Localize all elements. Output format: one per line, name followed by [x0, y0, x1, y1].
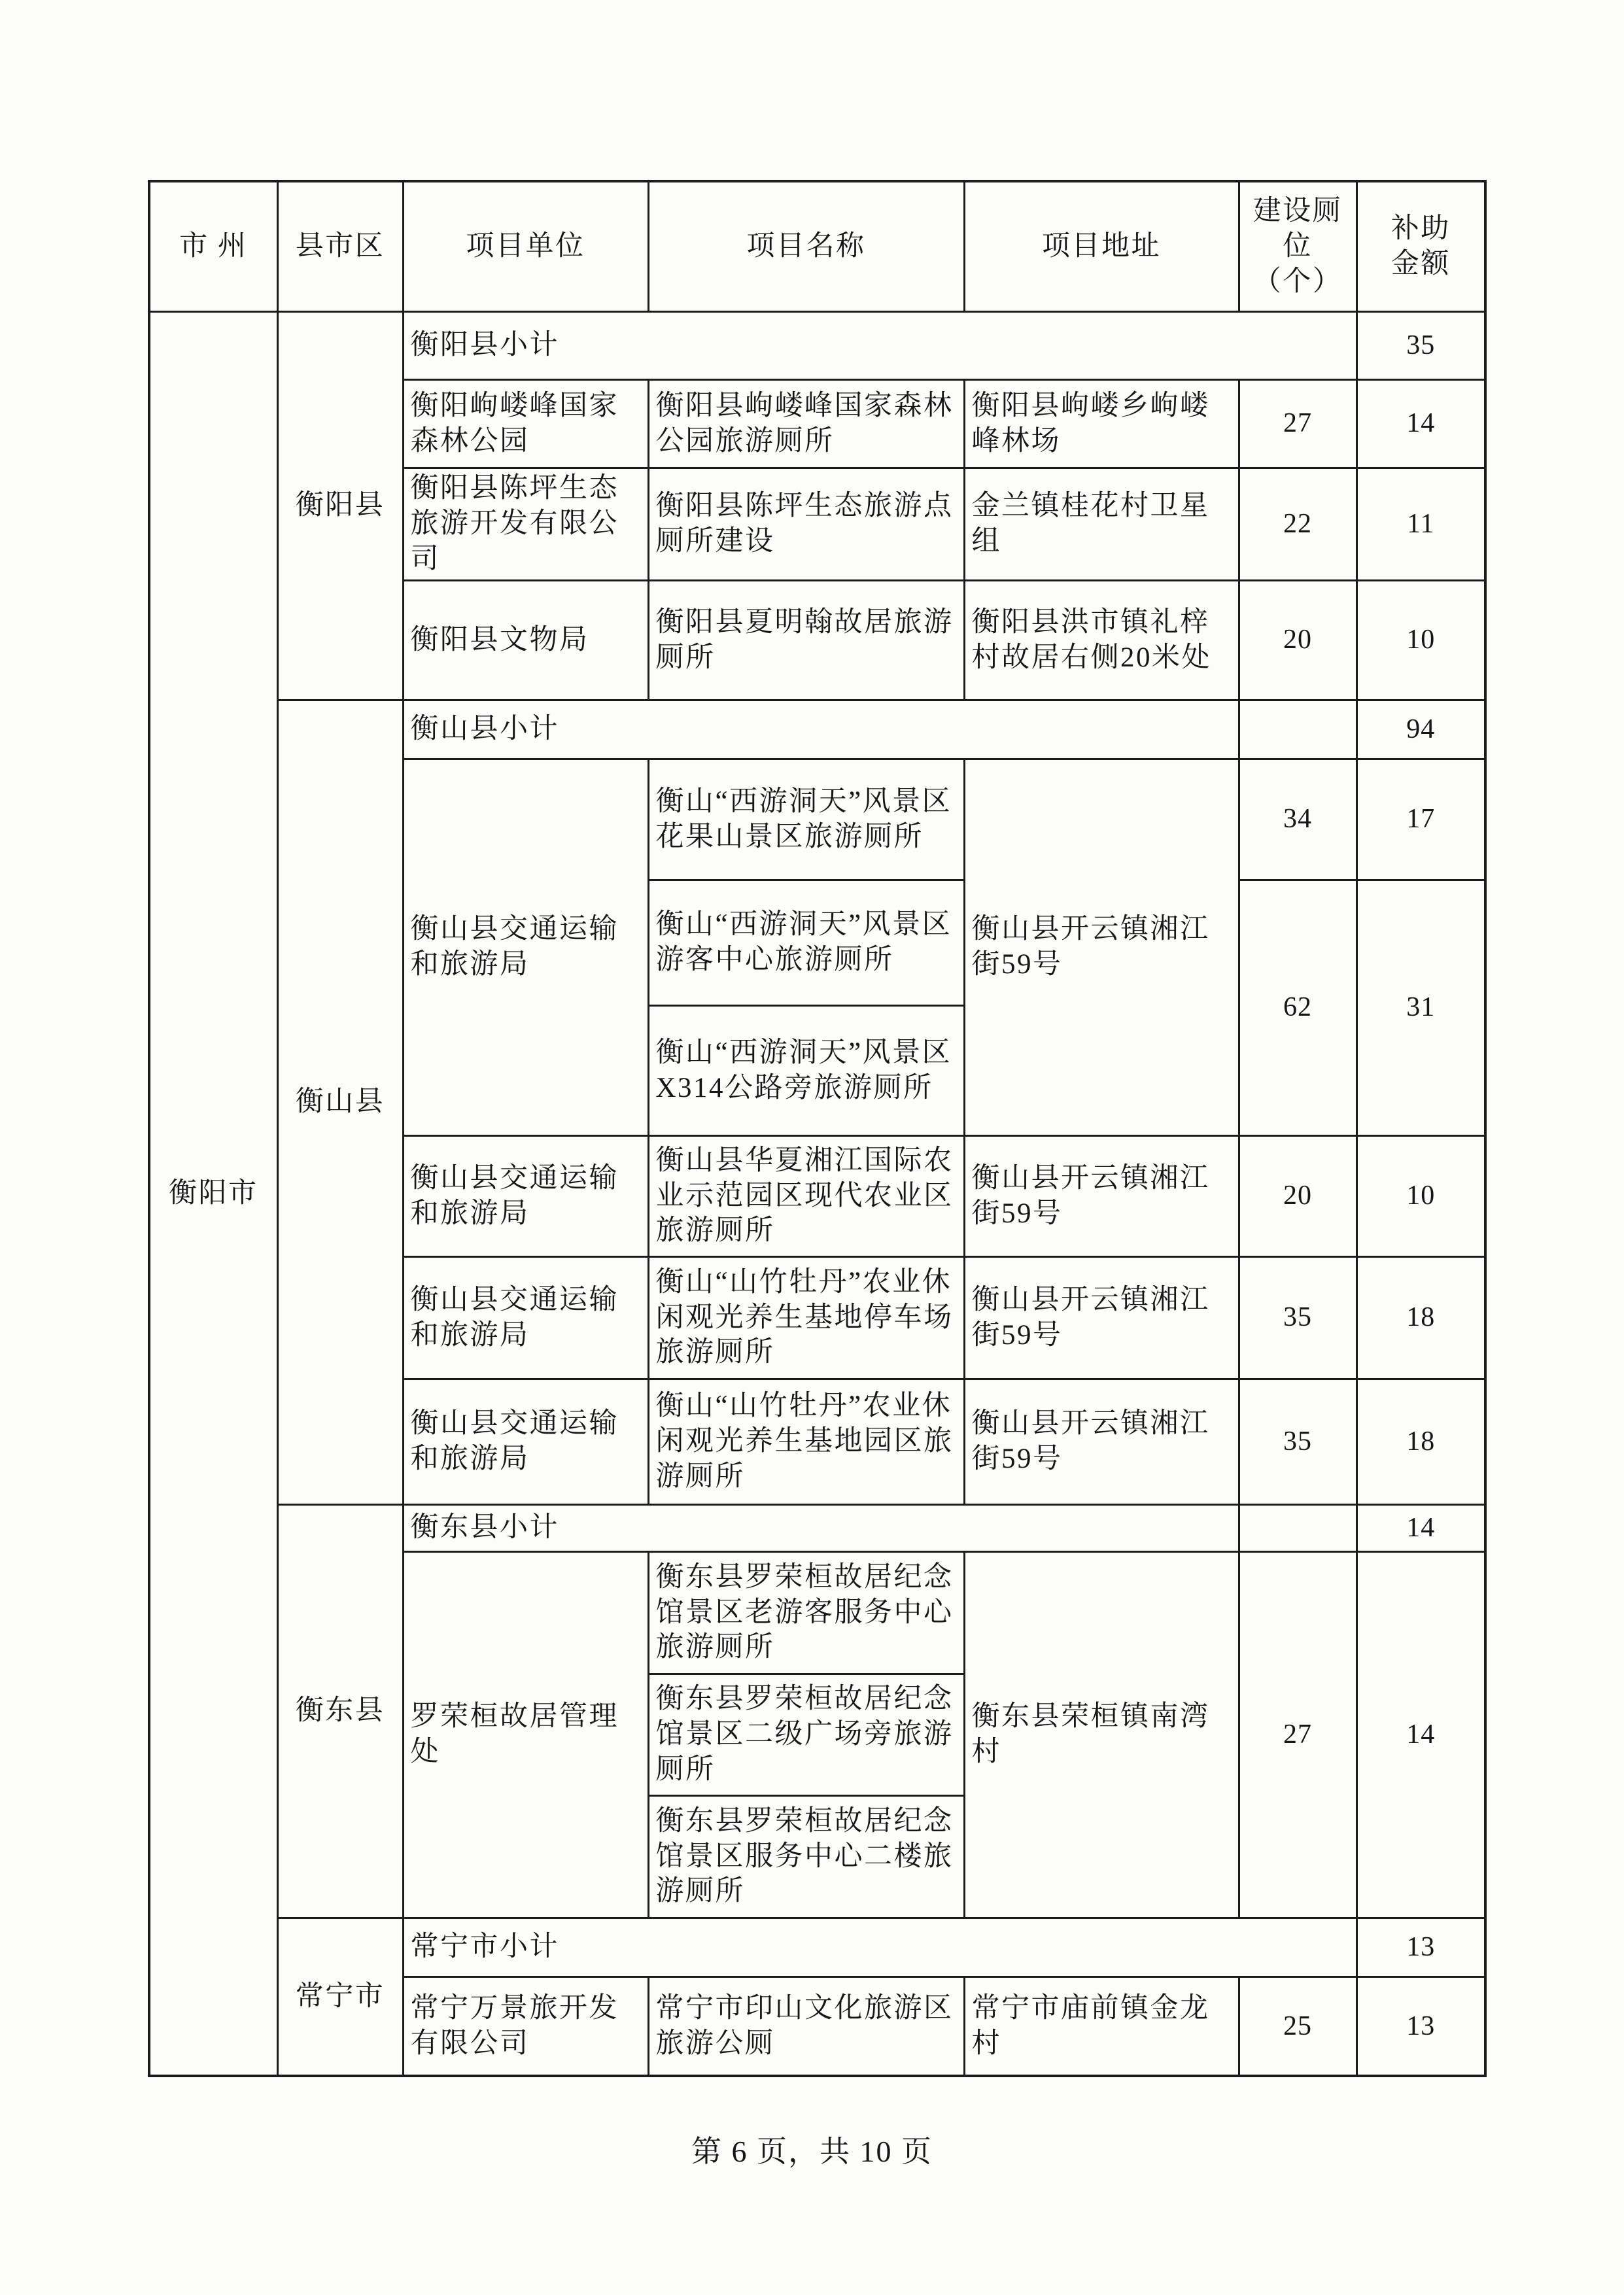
cell-project-name: 衡山县华夏湘江国际农业示范园区现代农业区旅游厕所 — [648, 1135, 964, 1256]
cell-address: 衡山县开云镇湘江街59号 — [964, 1256, 1239, 1379]
header-city: 市 州 — [149, 181, 277, 311]
cell-toilets: 22 — [1239, 468, 1356, 580]
cell-toilets: 35 — [1239, 1379, 1356, 1504]
cell-address: 衡山县开云镇湘江街59号 — [964, 759, 1239, 1135]
cell-subsidy: 13 — [1356, 1976, 1485, 2076]
subtotal-amount: 14 — [1356, 1504, 1485, 1551]
cell-subsidy: 18 — [1356, 1379, 1485, 1504]
cell-project-name: 衡阳县岣嵝峰国家森林公园旅游厕所 — [648, 379, 964, 468]
cell-subsidy: 11 — [1356, 468, 1485, 580]
subtotal-amount: 94 — [1356, 700, 1485, 759]
county-cell: 衡阳县 — [277, 311, 403, 700]
cell-project-name: 衡山“西游洞天”风景区游客中心旅游厕所 — [648, 880, 964, 1005]
cell-toilets: 20 — [1239, 580, 1356, 700]
cell-toilets: 62 — [1239, 880, 1356, 1135]
subtotal-row — [149, 311, 1485, 379]
header-subsidy-label: 补助金额 — [1391, 213, 1451, 279]
cell-address: 衡阳县洪市镇礼梓村故居右侧20米处 — [964, 580, 1239, 700]
cell-subsidy: 14 — [1356, 379, 1485, 468]
cell-address: 常宁市庙前镇金龙村 — [964, 1976, 1239, 2076]
cell-project-name: 衡山“山竹牡丹”农业休闲观光养生基地园区旅游厕所 — [648, 1379, 964, 1504]
toilet-project-table — [148, 180, 1487, 2077]
header-county: 县市区 — [277, 181, 403, 311]
cell-project-name: 常宁市印山文化旅游区旅游公厕 — [648, 1976, 964, 2076]
cell-address: 衡山县开云镇湘江街59号 — [964, 1379, 1239, 1504]
cell-unit: 衡山县交通运输和旅游局 — [403, 1135, 648, 1256]
cell-toilets: 27 — [1239, 379, 1356, 468]
cell-project-name: 衡东县罗荣桓故居纪念馆景区老游客服务中心旅游厕所 — [648, 1551, 964, 1674]
city-cell: 衡阳市 — [149, 311, 277, 2076]
county-cell: 衡东县 — [277, 1504, 403, 1918]
cell-project-name: 衡东县罗荣桓故居纪念馆景区服务中心二楼旅游厕所 — [648, 1795, 964, 1918]
cell-toilets: 35 — [1239, 1256, 1356, 1379]
cell-address: 衡东县荣桓镇南湾村 — [964, 1551, 1239, 1918]
cell-subsidy: 14 — [1356, 1551, 1485, 1918]
cell-toilets: 27 — [1239, 1551, 1356, 1918]
cell-unit: 衡山县交通运输和旅游局 — [403, 759, 648, 1135]
cell-toilets: 25 — [1239, 1976, 1356, 2076]
header-unit: 项目单位 — [403, 181, 648, 311]
cell-address: 衡山县开云镇湘江街59号 — [964, 1135, 1239, 1256]
subtotal-amount: 35 — [1356, 311, 1485, 379]
cell-unit: 罗荣桓故居管理处 — [403, 1551, 648, 1918]
document-sheet — [148, 180, 1484, 2077]
cell-unit: 常宁万景旅开发有限公司 — [403, 1976, 648, 2076]
subtotal-label: 衡阳县小计 — [403, 311, 1356, 379]
cell-project-name: 衡阳县夏明翰故居旅游厕所 — [648, 580, 964, 700]
cell-unit: 衡阳县文物局 — [403, 580, 648, 700]
subtotal-label: 衡东县小计 — [403, 1504, 1239, 1551]
cell-toilets: 34 — [1239, 759, 1356, 880]
cell-project-name: 衡山“西游洞天”风景区花果山景区旅游厕所 — [648, 759, 964, 880]
county-cell: 常宁市 — [277, 1918, 403, 2076]
cell-subsidy: 10 — [1356, 1135, 1485, 1256]
cell-subsidy: 17 — [1356, 759, 1485, 880]
cell-project-name: 衡山“山竹牡丹”农业休闲观光养生基地停车场旅游厕所 — [648, 1256, 964, 1379]
cell-subsidy: 10 — [1356, 580, 1485, 700]
header-toilets — [1239, 181, 1356, 311]
cell-project-name: 衡山“西游洞天”风景区 X314公路旁旅游厕所 — [648, 1005, 964, 1135]
subtotal-label: 衡山县小计 — [403, 700, 1239, 759]
header-project-name: 项目名称 — [648, 181, 964, 311]
header-address: 项目地址 — [964, 181, 1239, 311]
subtotal-label: 常宁市小计 — [403, 1918, 1356, 1976]
cell-project-name: 衡东县罗荣桓故居纪念馆景区二级广场旁旅游厕所 — [648, 1674, 964, 1795]
header-toilets-label: 建设厕位（个） — [1253, 196, 1343, 297]
cell-unit: 衡阳岣嵝峰国家森林公园 — [403, 379, 648, 468]
subtotal-amount: 13 — [1356, 1918, 1485, 1976]
cell-address: 金兰镇桂花村卫星组 — [964, 468, 1239, 580]
header-subsidy — [1356, 181, 1485, 311]
subtotal-row — [149, 700, 1485, 759]
header-row — [149, 181, 1485, 311]
subtotal-row — [149, 1504, 1485, 1551]
cell-toilets-empty — [1239, 700, 1356, 759]
cell-unit: 衡阳县陈坪生态旅游开发有限公司 — [403, 468, 648, 580]
subtotal-row — [149, 1918, 1485, 1976]
cell-unit: 衡山县交通运输和旅游局 — [403, 1379, 648, 1504]
cell-address: 衡阳县岣嵝乡岣嵝峰林场 — [964, 379, 1239, 468]
page-number-footer: 第 6 页，共 10 页 — [691, 2135, 933, 2168]
cell-toilets-empty — [1239, 1504, 1356, 1551]
cell-unit: 衡山县交通运输和旅游局 — [403, 1256, 648, 1379]
county-cell: 衡山县 — [277, 700, 403, 1504]
cell-toilets: 20 — [1239, 1135, 1356, 1256]
cell-subsidy: 31 — [1356, 880, 1485, 1135]
cell-subsidy: 18 — [1356, 1256, 1485, 1379]
cell-project-name: 衡阳县陈坪生态旅游点厕所建设 — [648, 468, 964, 580]
